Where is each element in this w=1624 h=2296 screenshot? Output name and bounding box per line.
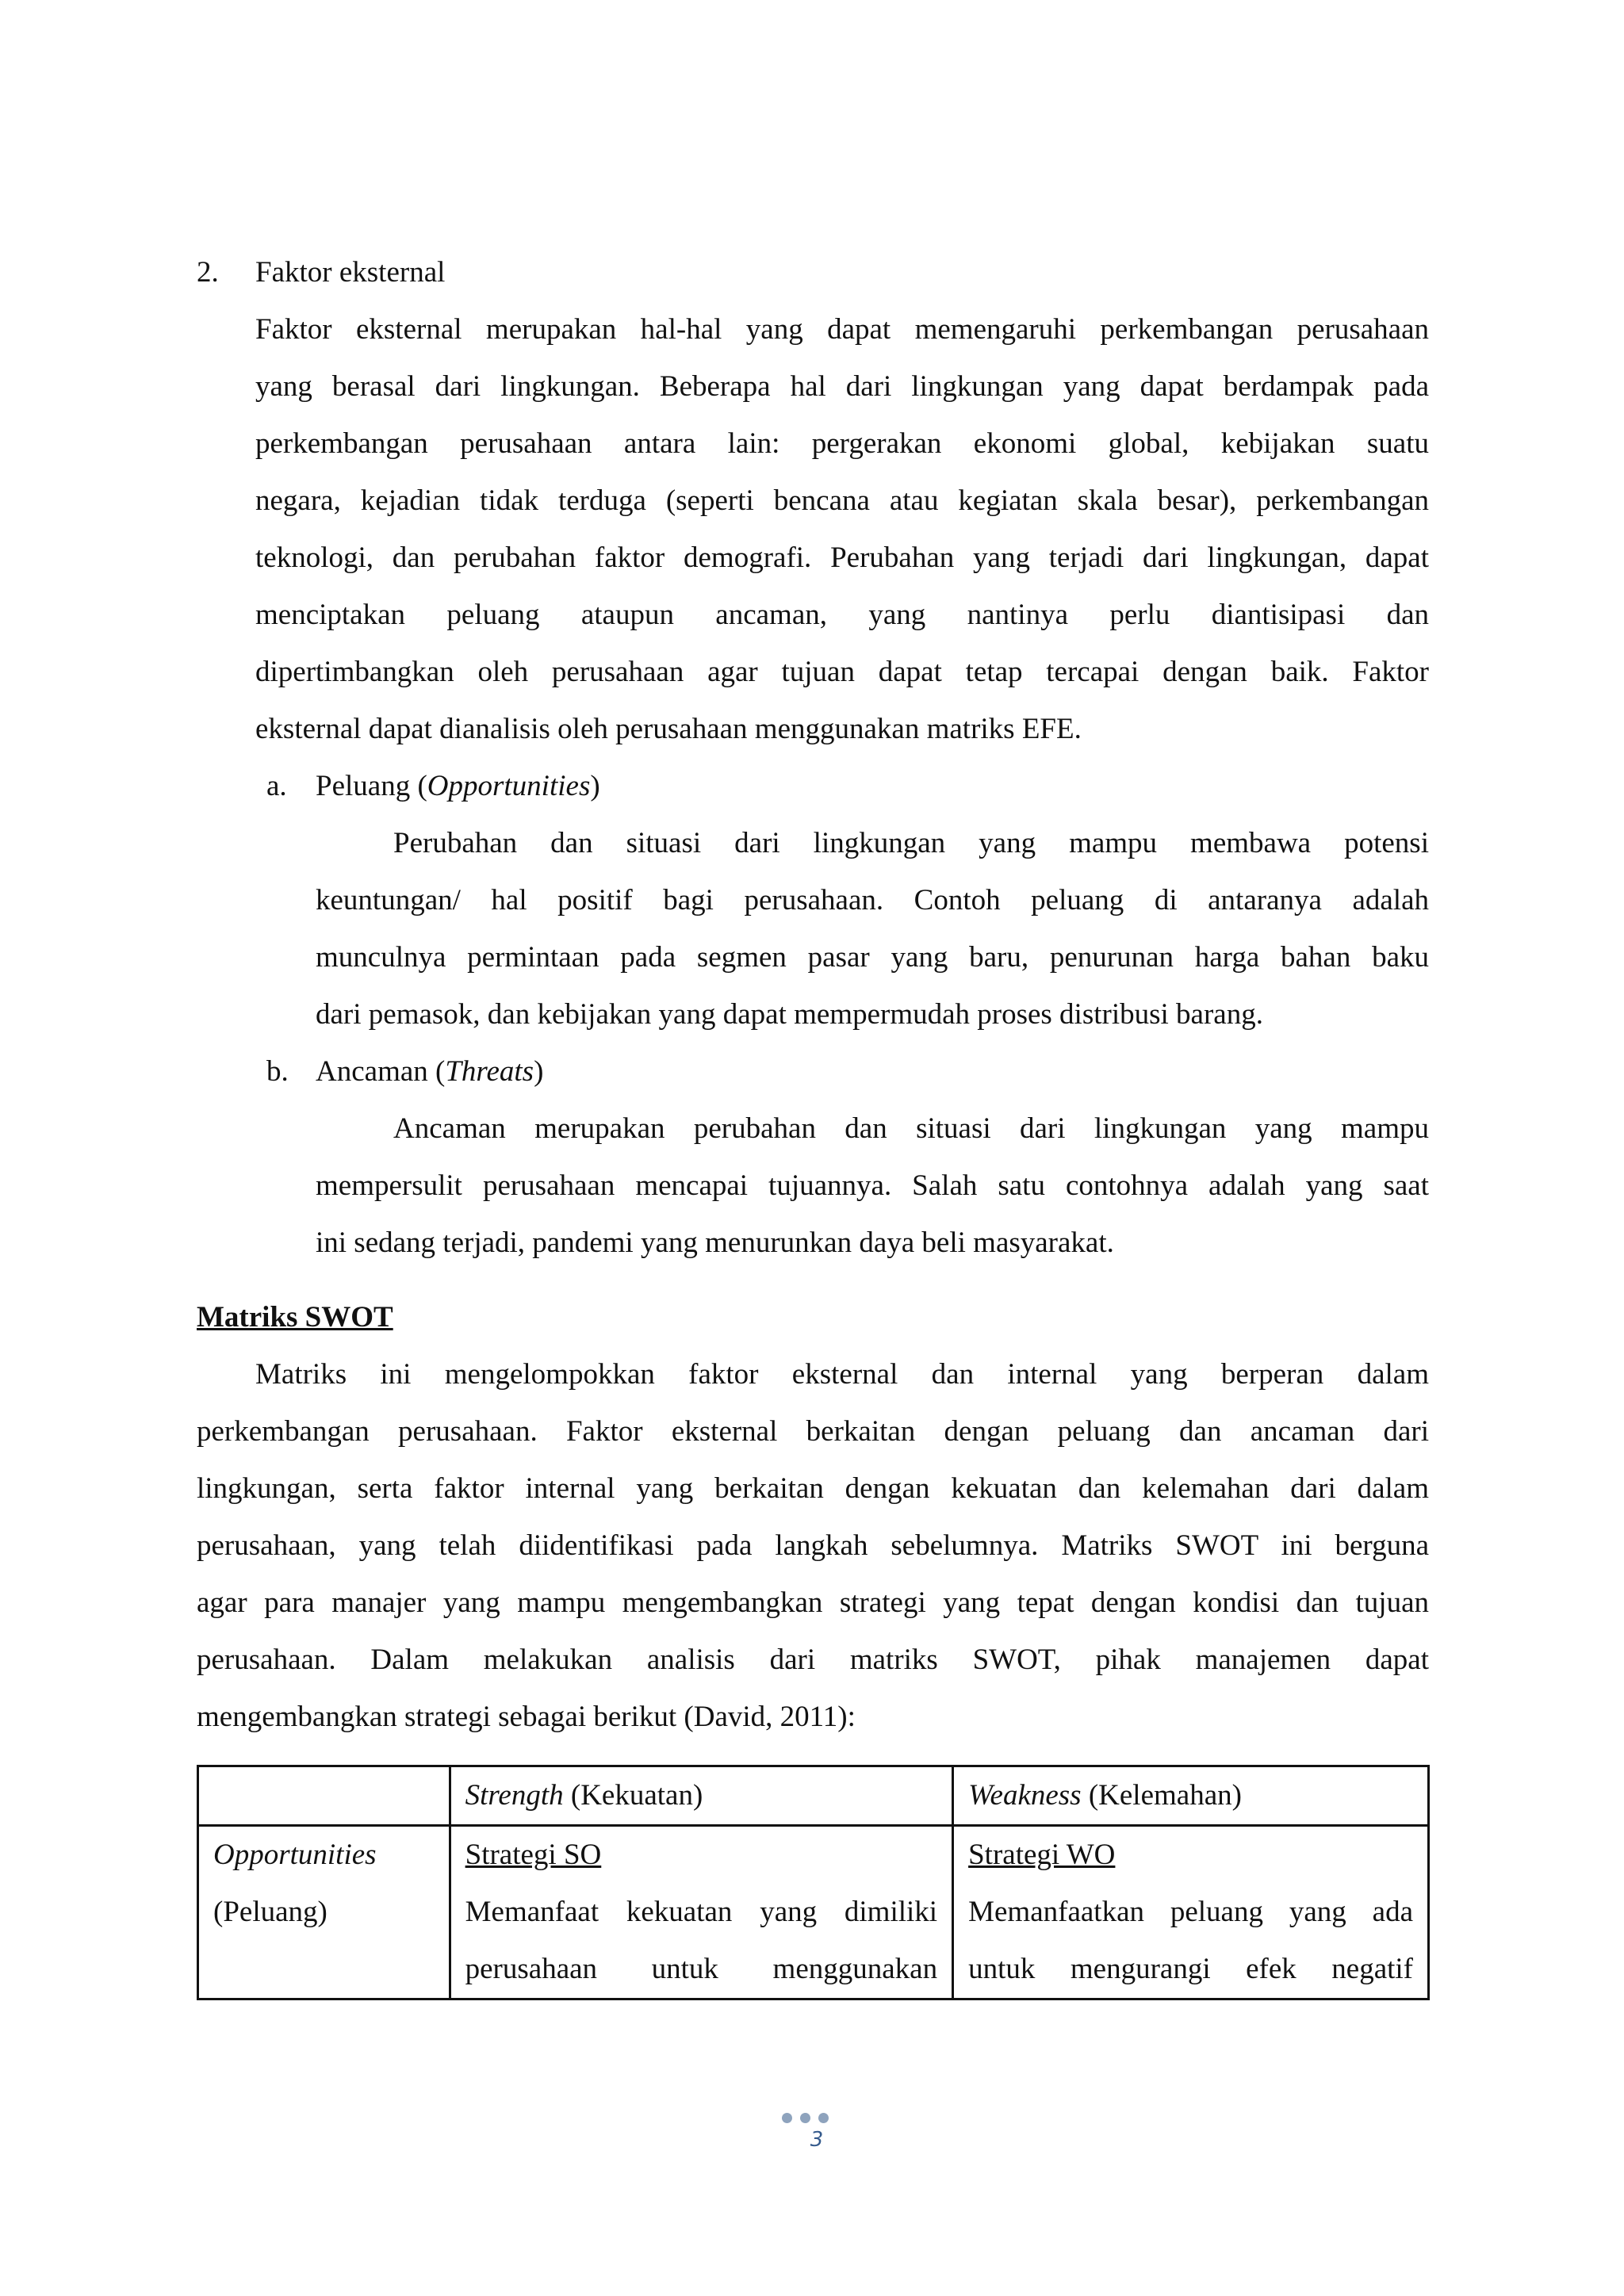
paragraph-line: ini sedang terjadi, pandemi yang menurunkan daya beli masyarakat. bbox=[316, 1226, 1114, 1259]
paragraph-line: perusahaan. Dalam melakukan analisis dari matriks SWOT, pihak manajemen dapat bbox=[197, 1644, 1429, 1676]
paragraph-line: Perubahan dan situasi dari lingkungan yang mampu membawa potensi bbox=[393, 827, 1429, 859]
threats-label: Ancaman bbox=[316, 1055, 428, 1088]
swot-paragraph bbox=[197, 1346, 1429, 1746]
paragraph-line: menciptakan peluang ataupun ancaman, yang nantinya perlu diantisipasi dan bbox=[255, 599, 1429, 631]
paragraph-line: Faktor eksternal merupakan hal-hal yang dapat memengaruhi perkembangan perusahaan bbox=[255, 313, 1429, 346]
paragraph-line: eksternal dapat dianalisis oleh perusahaan menggunakan matriks EFE. bbox=[255, 713, 1082, 745]
strategy-so-cell bbox=[450, 1826, 952, 1999]
paragraph-line: agar para manajer yang mampu mengembangkan strategi yang tepat dengan kondisi dan tujuan bbox=[197, 1586, 1429, 1619]
weakness-term: Weakness bbox=[968, 1779, 1082, 1812]
paragraph-line: keuntungan/ hal positif bagi perusahaan. Contoh peluang di antaranya adalah bbox=[316, 884, 1429, 916]
footer-dots-ornament bbox=[782, 2113, 829, 2123]
strategy-wo-cell bbox=[953, 1826, 1429, 1999]
opportunities-heading: Peluang (Opportunities) bbox=[316, 770, 600, 802]
opportunities-paragraph bbox=[316, 815, 1429, 1043]
sublist-letter: a. bbox=[266, 770, 287, 802]
threats-term: Threats bbox=[445, 1055, 534, 1088]
weakness-header-cell bbox=[953, 1766, 1429, 1826]
paragraph-line: dari pemasok, dan kebijakan yang dapat mempermudah proses distribusi barang. bbox=[316, 998, 1263, 1031]
weakness-label: (Kelemahan) bbox=[1088, 1779, 1242, 1812]
paragraph-line: Matriks ini mengelompokkan faktor eksternal dan internal yang berperan dalam bbox=[255, 1358, 1429, 1391]
row-label-term: Opportunities bbox=[213, 1839, 377, 1871]
dot-icon bbox=[800, 2113, 810, 2123]
paragraph-line: mengembangkan strategi sebagai berikut (David, 2011): bbox=[197, 1701, 856, 1733]
swot-matrix-table bbox=[197, 1765, 1430, 2000]
strategy-wo-title: Strategi WO bbox=[968, 1839, 1116, 1871]
sublist-letter: b. bbox=[266, 1055, 289, 1088]
swot-heading: Matriks SWOT bbox=[197, 1301, 393, 1334]
paragraph-line: perkembangan perusahaan. Faktor eksternal berkaitan dengan peluang dan ancaman dari bbox=[197, 1415, 1429, 1448]
table-corner-cell bbox=[198, 1766, 450, 1826]
external-factor-paragraph bbox=[255, 301, 1429, 758]
paragraph-line: mempersulit perusahaan mencapai tujuannya. Salah satu contohnya adalah yang saat bbox=[316, 1169, 1429, 1202]
paragraph-line: munculnya permintaan pada segmen pasar yang baru, penurunan harga bahan baku bbox=[316, 941, 1429, 974]
dot-icon bbox=[782, 2113, 792, 2123]
opportunities-label: Peluang bbox=[316, 770, 411, 802]
section-title: Faktor eksternal bbox=[255, 256, 446, 289]
opportunities-row-label-cell bbox=[198, 1826, 450, 1999]
paragraph-line: negara, kejadian tidak terduga (seperti bencana atau kegiatan skala besar), perkembangan bbox=[255, 484, 1429, 517]
threats-paragraph bbox=[316, 1100, 1429, 1272]
page-number: 3 bbox=[810, 2128, 824, 2152]
list-number: 2. bbox=[197, 256, 219, 289]
paragraph-line: dipertimbangkan oleh perusahaan agar tujuan dapat tetap tercapai dengan baik. Faktor bbox=[255, 656, 1429, 688]
paragraph-line: Ancaman merupakan perubahan dan situasi dari lingkungan yang mampu bbox=[393, 1112, 1429, 1145]
strength-term: Strength bbox=[465, 1779, 564, 1812]
strategy-so-title: Strategi SO bbox=[465, 1839, 602, 1871]
paragraph-line: teknologi, dan perubahan faktor demografi. Perubahan yang terjadi dari lingkungan, dapat bbox=[255, 541, 1429, 574]
paragraph-line: lingkungan, serta faktor internal yang berkaitan dengan kekuatan dan kelemahan dari dalam bbox=[197, 1472, 1429, 1505]
strength-label: (Kekuatan) bbox=[570, 1779, 703, 1812]
strength-header-cell bbox=[450, 1766, 952, 1826]
strategy-wo-line: untuk mengurangi efek negatif bbox=[968, 1953, 1413, 1985]
row-label-sub: (Peluang) bbox=[213, 1896, 327, 1928]
paragraph-line: yang berasal dari lingkungan. Beberapa hal dari lingkungan yang dapat berdampak pada bbox=[255, 370, 1429, 403]
strategy-wo-line: Memanfaatkan peluang yang ada bbox=[968, 1896, 1413, 1928]
paragraph-line: perkembangan perusahaan antara lain: pergerakan ekonomi global, kebijakan suatu bbox=[255, 427, 1429, 460]
table-row bbox=[198, 1826, 1429, 1999]
strategy-so-line: perusahaan untuk menggunakan bbox=[465, 1953, 938, 1985]
strategy-so-line: Memanfaat kekuatan yang dimiliki bbox=[465, 1896, 938, 1928]
table-header-row bbox=[198, 1766, 1429, 1826]
threats-heading: Ancaman (Threats) bbox=[316, 1055, 544, 1088]
paragraph-line: perusahaan, yang telah diidentifikasi pada langkah sebelumnya. Matriks SWOT ini berguna bbox=[197, 1529, 1429, 1562]
dot-icon bbox=[818, 2113, 829, 2123]
opportunities-term: Opportunities bbox=[427, 770, 591, 802]
